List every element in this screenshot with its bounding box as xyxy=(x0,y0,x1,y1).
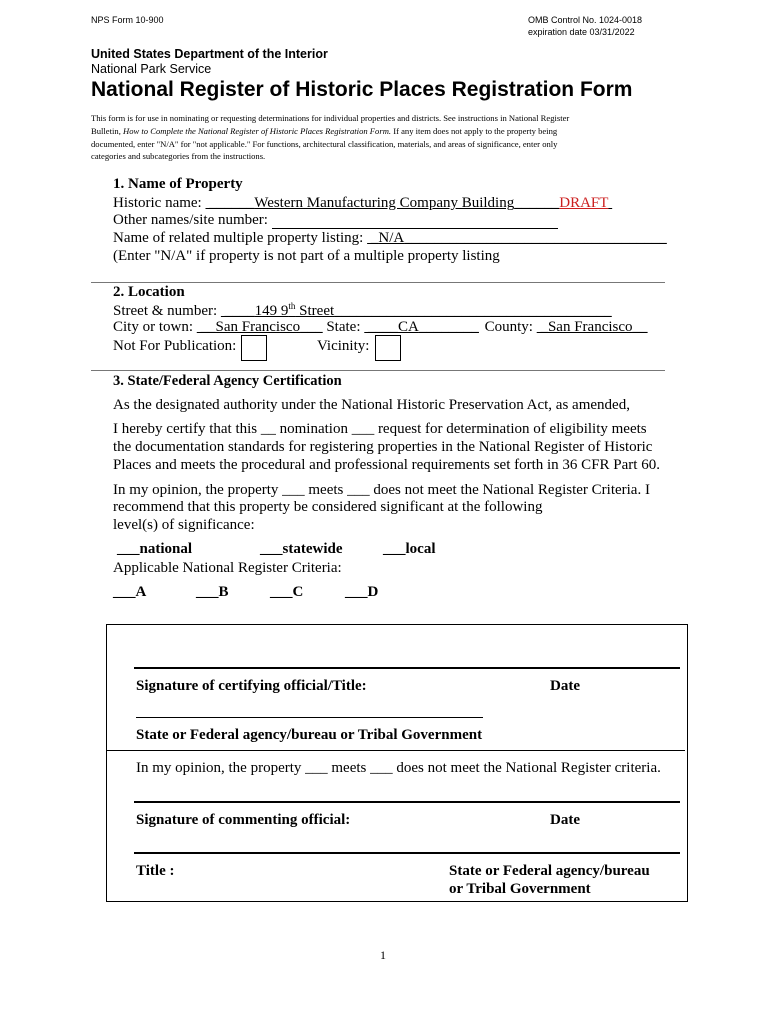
other-names-label: Other names/site number: xyxy=(113,212,268,228)
section-divider-2 xyxy=(91,370,665,371)
form-number: NPS Form 10-900 xyxy=(91,15,164,25)
omb-number: OMB Control No. 1024-0018 xyxy=(528,15,643,25)
multiple-listing-note: (Enter "N/A" if property is not part of a multiple property listing xyxy=(113,248,500,264)
historic-name-value[interactable]: Western Manufacturing Company Building xyxy=(254,195,515,211)
page-title: National Register of Historic Places Registration Form xyxy=(91,78,633,101)
agency-2-line-2: or Tribal Government xyxy=(449,881,591,897)
expiration-date: expiration date 03/31/2022 xyxy=(528,27,635,37)
street-row: Street & number: ____149 9th Street_____________________________________ xyxy=(113,301,612,319)
intro-bulletin-title: How to Complete the National Register of Historic Places Registration Form. xyxy=(123,126,392,136)
not-for-publication-checkbox[interactable] xyxy=(241,335,267,361)
commenting-date-label: Date xyxy=(550,812,580,828)
intro-line-2-post: If any item does not apply to the property being xyxy=(391,126,558,136)
certify-line-3: Places and meets the procedural and professional requirements set forth in 36 CFR Part 60. xyxy=(113,457,660,473)
state-value[interactable]: CA xyxy=(398,319,419,335)
intro-line-2-pre: Bulletin, xyxy=(91,126,123,136)
level-national[interactable]: ___national xyxy=(117,541,193,557)
multiple-listing-value[interactable]: N/A xyxy=(378,230,405,246)
opinion-line-1: In my opinion, the property ___ meets ___ does not meet the National Register Criteria. I xyxy=(113,482,650,498)
historic-name-label: Historic name: xyxy=(113,195,202,211)
title-signature-line[interactable] xyxy=(134,852,680,854)
street-ordinal: th xyxy=(288,301,296,311)
commenting-opinion: In my opinion, the property ___ meets ___ does not meet the National Register criteria. xyxy=(136,760,661,776)
city-state-county-row: City or town: __San Francisco___ State: ____CA________ County: _San Francisco__ xyxy=(113,319,648,335)
agency-2-line-1: State or Federal agency/bureau xyxy=(449,863,650,879)
agency-label: State or Federal agency/bureau or Tribal Government xyxy=(136,727,483,743)
draft-mark: DRAFT xyxy=(559,195,609,211)
certify-line-1: I hereby certify that this __ nomination ___ request for determination of eligibility meets xyxy=(113,421,647,437)
certify-line-2: the documentation standards for registering properties in the National Register of Historic xyxy=(113,439,653,455)
street-suffix: Street xyxy=(295,303,335,319)
level-local[interactable]: ___local xyxy=(383,541,436,557)
title-label: Title : xyxy=(136,863,175,879)
signature-box-divider xyxy=(107,750,685,751)
criteria-b[interactable]: ___B xyxy=(196,584,229,600)
street-value[interactable] xyxy=(255,303,335,319)
agency-field-line[interactable] xyxy=(136,717,483,718)
criteria-c[interactable]: ___C xyxy=(270,584,304,600)
vicinity-checkbox[interactable] xyxy=(375,335,401,361)
criteria-label: Applicable National Register Criteria: xyxy=(113,560,342,576)
authority-statement: As the designated authority under the National Historic Preservation Act, as amended, xyxy=(113,397,630,413)
certifying-signature-line[interactable] xyxy=(134,667,680,669)
city-value[interactable]: San Francisco xyxy=(215,319,301,335)
page-number: 1 xyxy=(380,948,386,962)
other-names-row xyxy=(113,212,558,229)
service-name: National Park Service xyxy=(91,62,212,76)
county-label: County: xyxy=(484,319,533,335)
intro-line-4: categories and subcategories from the instructions. xyxy=(91,151,266,161)
section-3-heading: 3. State/Federal Agency Certification xyxy=(113,373,342,389)
county-value[interactable]: San Francisco xyxy=(547,319,633,335)
certifying-date-label: Date xyxy=(550,678,580,694)
street-label: Street & number: xyxy=(113,303,218,319)
vicinity-label: Vicinity: xyxy=(317,338,370,354)
section-divider-1 xyxy=(91,282,665,283)
state-label: State: xyxy=(326,319,361,335)
multiple-listing-label: Name of related multiple property listing: xyxy=(113,230,364,246)
commenting-signature-line[interactable] xyxy=(134,801,680,803)
not-for-publication-label: Not For Publication: xyxy=(113,338,237,354)
opinion-line-3: level(s) of significance: xyxy=(113,517,255,533)
street-number: 149 9 xyxy=(254,303,289,319)
criteria-d[interactable]: ___D xyxy=(345,584,379,600)
criteria-a[interactable]: ___A xyxy=(113,584,147,600)
historic-name-row: Historic name: ______Western Manufacturing Company Building______DRAFT xyxy=(113,195,609,211)
level-statewide[interactable]: ___statewide xyxy=(260,541,343,557)
commenting-signature-label: Signature of commenting official: xyxy=(136,812,351,828)
intro-line-1: This form is for use in nominating or requesting determinations for individual properties and districts. See instructions in National Register xyxy=(91,113,570,123)
other-names-field[interactable] xyxy=(272,214,558,229)
city-label: City or town: xyxy=(113,319,194,335)
department-name: United States Department of the Interior xyxy=(91,47,328,61)
certifying-signature-label: Signature of certifying official/Title: xyxy=(136,678,367,694)
intro-line-2 xyxy=(91,126,557,136)
opinion-line-2: recommend that this property be considered significant at the following xyxy=(113,499,543,515)
intro-line-3: documented, enter "N/A" for "not applicable." For functions, architectural classification, materials, and areas of significance, enter only xyxy=(91,139,558,149)
multiple-listing-row: Name of related multiple property listing: _N/A___________________________________ xyxy=(113,230,667,246)
section-1-heading: 1. Name of Property xyxy=(113,176,243,192)
section-2-heading: 2. Location xyxy=(113,284,185,300)
